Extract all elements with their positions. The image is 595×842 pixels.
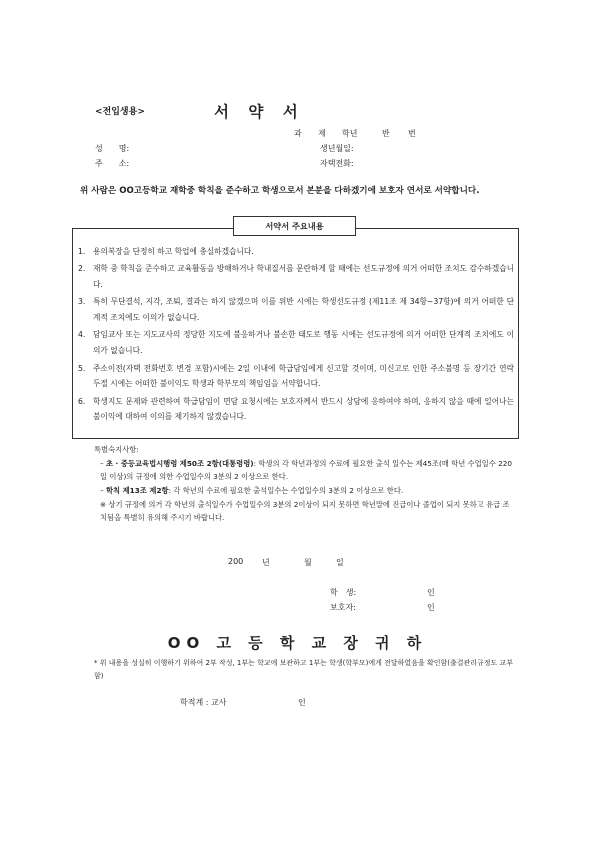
- list-item: 4. 담임교사 또는 지도교사의 정당한 지도에 불응하거나 불손한 태도로 행동 시에는 선도규정에 의거 어떠한 단계적 조치에도 이의가 없습니다.: [78, 330, 514, 356]
- registrar-seal-mark: 인: [298, 698, 306, 707]
- guardian-seal-mark: 인: [427, 603, 435, 612]
- note-law-2: – 학칙 제13조 제2항: 각 학년의 수료에 필요한 출석일수는 수업일수의 3분의 2 이상으로 한다.: [100, 486, 404, 495]
- note-law-1: – 초 · 중등교육법시행령 제50조 2항(대통령령): 학생의 각 학년과정의 수료에 필요한 출석 일수는 제45조(매 학년 수업일수 220일 이상)의 규정에 의한 수업일수의 3분의 2 이상으로 한다.: [100, 459, 513, 482]
- list-item: 2. 재학 중 학칙을 준수하고 교육활동을 방해하거나 학내질서를 문란하게 할 때에는 선도규정에 의거 어떠한 조치도 감수하겠습니다.: [78, 264, 514, 290]
- registrar-label: 학적계 : 교사: [180, 698, 227, 707]
- class-field-grade: 학년: [342, 129, 358, 138]
- date-month: 월: [304, 558, 312, 567]
- note-law-1-title: 초 · 중등교육법시행령 제50조 2항(대통령령): [105, 459, 254, 468]
- list-item: 5. 주소이전(자택 전화번호 변경 포함)시에는 2일 이내에 학급담임에게 신고할 것이며, 미신고로 인한 주소불명 등 장기간 연락 두절 시에는 어떠한 불이익도 학생과 학부모의 책임임을 서약합니다.: [78, 363, 514, 389]
- summary-box-title: 서약서 주요내용: [233, 216, 356, 236]
- form-type-tag: <전입생용>: [95, 107, 145, 117]
- list-item: 3. 특히 무단결석, 지각, 조퇴, 결과는 하지 않겠으며 이를 위반 시에는 학생선도규정 (제11조 제 34항~37항)에 의거 어떠한 단계적 조치에도 이의가 없습니다.: [78, 297, 514, 323]
- class-field-course-suffix: 제: [318, 129, 326, 138]
- student-seal-mark: 인: [427, 588, 435, 597]
- class-field-course: 과: [294, 129, 302, 138]
- birthdate-field[interactable]: 생년월일:: [320, 144, 354, 153]
- class-field-class: 반: [382, 129, 390, 138]
- guardian-signature-label[interactable]: 보호자:: [330, 603, 356, 612]
- note-law-2-text: : 각 학년의 수료에 필요한 출석일수는 수업일수의 3분의 2 이상으로 한다.: [168, 486, 404, 495]
- home-phone-field[interactable]: 자택전화:: [320, 159, 354, 168]
- class-field-number: 번: [408, 129, 416, 138]
- date-year-unit: 년: [262, 558, 270, 567]
- date-year[interactable]: 200: [228, 557, 244, 566]
- note-law-2-title: 학칙 제13조 제2항: [105, 486, 169, 495]
- student-signature-label[interactable]: 학 생:: [330, 588, 357, 597]
- document-title: 서 약 서: [214, 103, 305, 121]
- pledge-statement: 위 사람은 OO고등학교 재학중 학칙을 준수하고 학생으로서 본분을 다하겠기에 보호자 연서로 서약합니다.: [80, 186, 480, 196]
- date-day: 일: [336, 558, 344, 567]
- list-item: 1. 용의복장을 단정히 하고 학업에 충실하겠습니다.: [78, 247, 254, 256]
- address-field[interactable]: 주 소:: [95, 159, 130, 168]
- summary-list: [78, 244, 514, 427]
- note-law-1-text: : 학생의 각 학년과정의 수료에 필요한 출석 일수는 제45조(매 학년 수업일수 220일 이상)의 규정에 의한 수업일수의 3분의 2 이상으로 한다.: [100, 459, 513, 482]
- notes-heading: 특별숙지사항:: [94, 445, 139, 454]
- footnote: * 위 내용을 성실히 이행하기 위하여 2부 작성, 1부는 학교에 보관하고 1부는 학생(학부모)에게 전달하였음을 확인함(출결관리규정도 교부함): [94, 659, 514, 680]
- name-field[interactable]: 성 명:: [95, 144, 130, 153]
- list-item: 6. 학생지도 문제와 관련하여 학급담임이 면담 요청시에는 보호자께서 반드시 상담에 응하여야 하며, 응하지 않을 때에 일어나는 불이익에 대하여 이의를 제기하지 않겠습니다.: [78, 396, 514, 422]
- school-principal-addressee: OO 고 등 학 교 장 귀 하: [167, 634, 428, 652]
- note-warning: ※ 상기 규정에 의거 각 학년의 출석일수가 수업일수의 3분의 2이상이 되지 못하면 학년말에 진급이나 졸업이 되지 못하고 유급 조치됨을 특별히 유의해 주시기 바랍니다.: [100, 500, 510, 523]
